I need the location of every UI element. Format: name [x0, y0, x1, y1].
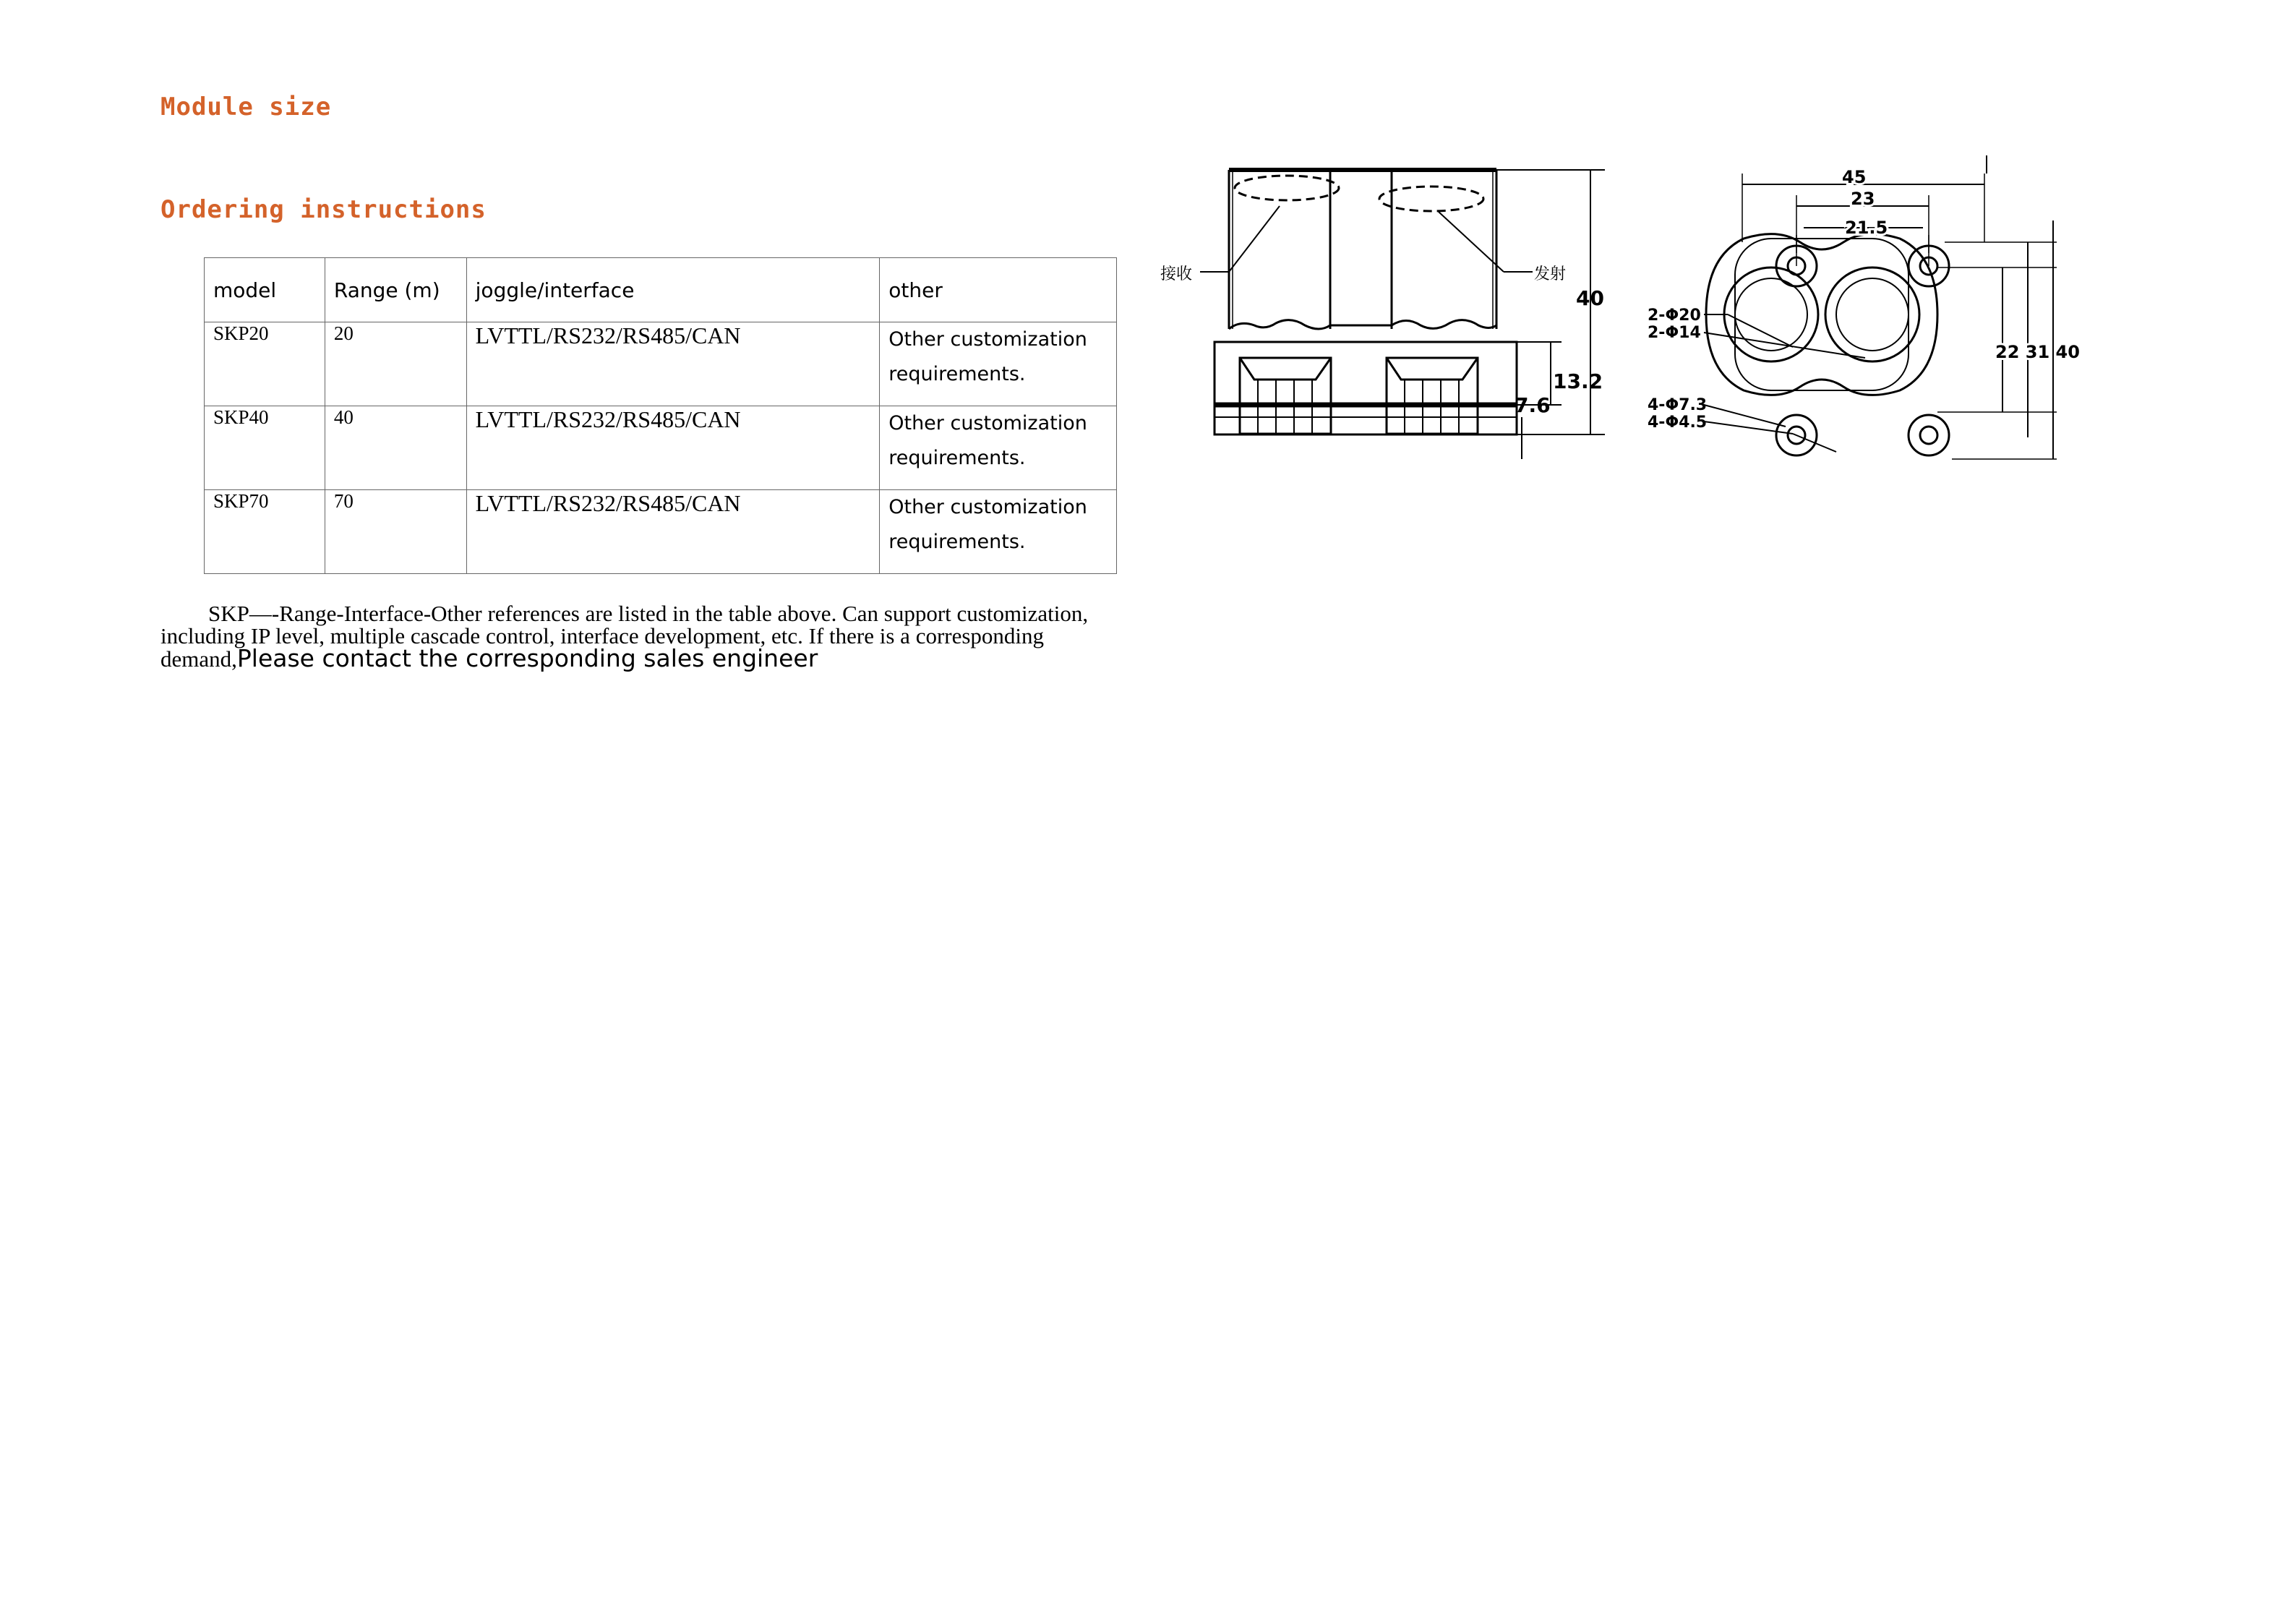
cell-interface: LVTTL/RS232/RS485/CAN: [466, 490, 880, 574]
table-header-row: [205, 258, 1117, 322]
side-view-drawing: [1160, 170, 1605, 459]
col-header-interface: joggle/interface: [466, 258, 880, 322]
mount-outer-label: 4-Φ7.3: [1648, 396, 1708, 414]
dim-width-label: 45: [1842, 167, 1867, 187]
table-row: [205, 322, 1117, 406]
col-header-model: model: [205, 258, 325, 322]
table-row: [205, 406, 1117, 490]
top-view-drawing: [1648, 155, 2080, 459]
hole-small-label: 2-Φ14: [1648, 324, 1701, 342]
hole-large-label: 2-Φ20: [1648, 307, 1701, 325]
cell-model: SKP70: [205, 490, 325, 574]
mount-inner-label: 4-Φ4.5: [1648, 414, 1708, 432]
cell-interface: LVTTL/RS232/RS485/CAN: [466, 322, 880, 406]
cell-range: 70: [325, 490, 466, 574]
cell-other: Other customization requirements.: [880, 490, 1117, 574]
dim-lower-label: 7.6: [1515, 393, 1551, 417]
ordering-instructions-heading: Ordering instructions: [160, 195, 487, 224]
module-size-heading: Module size: [160, 93, 332, 121]
ordering-table: [204, 257, 1117, 574]
ordering-note: [160, 602, 1129, 670]
col-header-other: other: [880, 258, 1117, 322]
table-row: [205, 490, 1117, 574]
dim-base-label: 13.2: [1553, 369, 1603, 393]
cell-model: SKP20: [205, 322, 325, 406]
col-header-range: Range (m): [325, 258, 466, 322]
cell-range: 20: [325, 322, 466, 406]
dim-center-label: 23: [1851, 189, 1875, 209]
emit-label: 发射: [1534, 265, 1567, 283]
contact-sales-text: Please contact the corresponding sales engineer: [236, 644, 818, 672]
note-text: SKP—-Range-Interface-Other references are listed in the table above. Can support customization, including IP level, multiple cascade control, interface development, etc. If there is a corresponding demand,: [160, 601, 1089, 672]
cell-other: Other customization requirements.: [880, 406, 1117, 490]
cell-other: Other customization requirements.: [880, 322, 1117, 406]
cell-model: SKP40: [205, 406, 325, 490]
cell-range: 40: [325, 406, 466, 490]
dim-heights-label: 22 31 40: [1995, 342, 2080, 362]
dim-height-label: 40: [1576, 286, 1604, 310]
receive-label: 接收: [1160, 265, 1193, 283]
dim-inner-label: 21.5: [1845, 218, 1888, 238]
cell-interface: LVTTL/RS232/RS485/CAN: [466, 406, 880, 490]
module-dimension-drawing: [1157, 148, 2080, 481]
